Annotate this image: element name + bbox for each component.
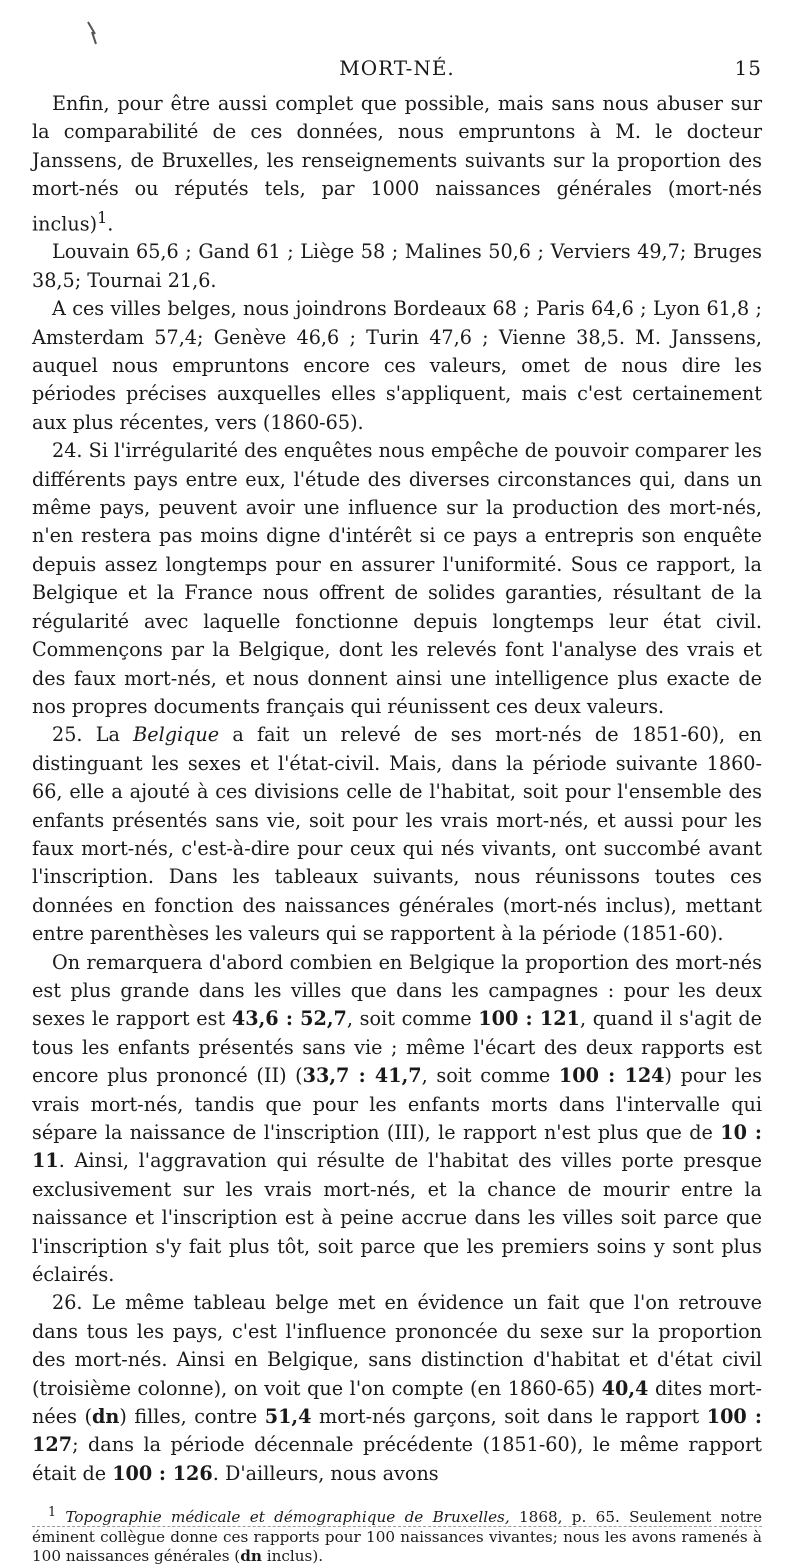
page-number: 15	[734, 56, 762, 80]
paragraph	[32, 90, 762, 238]
bold-ratio: 10 : 11	[32, 1121, 762, 1173]
page	[32, 56, 762, 1567]
paragraph-text: . D'ailleurs, nous avons	[212, 1461, 439, 1485]
bold-ratio: 100 : 127	[32, 1405, 762, 1457]
bold-value: 51,4	[264, 1405, 312, 1429]
paragraph-text: ; dans la période décennale précédente (1851-60), le même rapport était de	[32, 1433, 762, 1485]
paragraph-text: dites mort-nées (	[32, 1376, 762, 1429]
paragraph-text: A ces villes belges, nous joindrons Bordeaux 68 ; Paris 64,6 ; Lyon 61,8 ; Amsterdam 57,4; Genève 46,6 ; Turin 47,6 ; Vienne 38,5. M. Janssens, auquel nous empruntons encore ces valeurs, omet de nous dire les périodes précises auxquelles elles s'appliquent, mais c'est certainement aux plus récentes, vers (1860-65).	[32, 297, 762, 434]
paragraph	[32, 437, 762, 721]
paragraph-text: On remarquera d'abord combien en Belgique la proportion des mort-nés est plus grande dans les villes que dans les campagnes : pour les deux sexes le rapport est	[32, 950, 762, 1031]
corner-mark	[86, 18, 100, 58]
bold-ratio: 43,6 : 52,7	[231, 1007, 347, 1031]
footnote	[32, 1502, 762, 1567]
paragraph-text: 24. Si l'irrégularité des enquêtes nous empêche de pouvoir comparer les différents pays entre eux, l'étude des diverses circonstances qui, dans un même pays, peuvent avoir une influence sur la production des mort-nés, n'en restera pas moins digne d'intérêt si ce pays a entrepris son enquête depuis assez longtemps pour en assurer l'uniformité. Sous ce rapport, la Belgique et la France nous offrent de solides garanties, résultant de la régularité avec laquelle fonctionne depuis longtemps leur état civil. Commençons par la Belgique, dont les relevés font l'analyse des vrais et des faux mort-nés, et nous donnent ainsi une intelligence plus exacte de nos propres documents français qui réunissent ces deux valeurs.	[32, 439, 762, 718]
paragraph-text: , quand il s'agit de tous les enfants présentés sans vie ; même l'écart des deux rapports est encore plus prononcé (II) (	[32, 1007, 762, 1088]
italic-term: Belgique	[133, 723, 220, 747]
footnote-ref: 1	[97, 207, 108, 227]
footnote-marker: 1	[48, 1504, 57, 1520]
paragraph-text: 26. Le même tableau belge met en évidence un fait que l'on retrouve dans tous les pays, c'est l'influence prononcée du sexe sur la proportion des mort-nés. Ainsi en Belgique, sans distinction d'habitat et d'état civil (troisième colonne), on voit que l'on compte (en 1860-65)	[32, 1291, 762, 1400]
paragraph	[32, 295, 762, 437]
paragraph-text: , soit comme	[346, 1007, 479, 1031]
bold-ratio: 33,7 : 41,7	[302, 1064, 422, 1088]
paragraph	[32, 721, 762, 948]
bold-ratio: 100 : 121	[478, 1007, 580, 1031]
paragraph	[32, 1289, 762, 1488]
paragraph-text: a fait un relevé de ses mort-nés de 1851-60), en distinguant les sexes et l'état-civil. Mais, dans la période suivante 1860-66, elle a ajouté à ces divisions celle de l'habitat, soit pour l'ensemble des enfants présentés sans vie, soit pour les vrais mort-nés, et aussi pour les faux mort-nés, c'est-à-dire pour ceux qui nés vivants, ont succombé avant l'inscription. Dans les tableaux suivants, nous réunissons toutes ces données en fonction des naissances générales (mort-nés inclus), mettant entre parenthèses les valeurs qui se rapportent à la période (1851-60).	[32, 723, 762, 946]
body-text	[32, 90, 762, 1488]
paragraph-text: 25. La	[52, 723, 134, 747]
paragraph	[32, 238, 762, 295]
footnote-text: 1868, p. 65. Seulement notre éminent collègue donne ces rapports pour 100 naissances vivantes; nous les avons ramenés à 100 naissances générales (	[32, 1508, 762, 1566]
bold-ratio: 100 : 124	[558, 1064, 665, 1088]
paragraph-text: Enfin, pour être aussi complet que possible, mais sans nous abuser sur la comparabilité de ces données, nous empruntons à M. le docteur Janssens, de Bruxelles, les renseignements suivants sur la proportion des mort-nés ou réputés tels, par 1000 naissances générales (mort-nés inclus)	[32, 92, 762, 236]
bold-value: 40,4	[601, 1376, 649, 1400]
paragraph-text: ) filles, contre	[119, 1405, 265, 1429]
footnote-text-end: inclus).	[261, 1547, 324, 1566]
paragraph-text: Louvain 65,6 ; Gand 61 ; Liège 58 ; Malines 50,6 ; Verviers 49,7; Bruges 38,5; Tournai 21,6.	[32, 240, 762, 292]
bold-ratio: 100 : 126	[112, 1461, 213, 1485]
footnote-title: Topographie médicale et démographique de Bruxelles,	[65, 1508, 510, 1527]
bottom-rule	[32, 1526, 762, 1527]
footnotes	[32, 1502, 762, 1567]
paragraph	[32, 949, 762, 1290]
paragraph-text: . Ainsi, l'aggravation qui résulte de l'habitat des villes porte presque exclusivement sur les vrais mort-nés, et la chance de mourir entre la naissance et l'inscription est à peine accrue dans les villes soit parce que l'inscription s'y fait plus tôt, soit parce que les premiers soins y sont plus éclairés.	[32, 1149, 762, 1287]
running-head	[32, 56, 762, 86]
running-title: MORT-NÉ.	[339, 56, 455, 80]
paragraph-text: , soit comme	[421, 1064, 559, 1088]
bold-abbr: dn	[91, 1405, 120, 1429]
paragraph-text: mort-nés garçons, soit dans le rapport	[311, 1405, 707, 1429]
paragraph-text: .	[107, 212, 114, 236]
footnote-abbr: dn	[240, 1547, 262, 1566]
paragraph-text: ) pour les vrais mort-nés, tandis que pour les enfants morts dans l'intervalle qui sépare la naissance de l'inscription (III), le rapport n'est plus que de	[32, 1064, 762, 1145]
